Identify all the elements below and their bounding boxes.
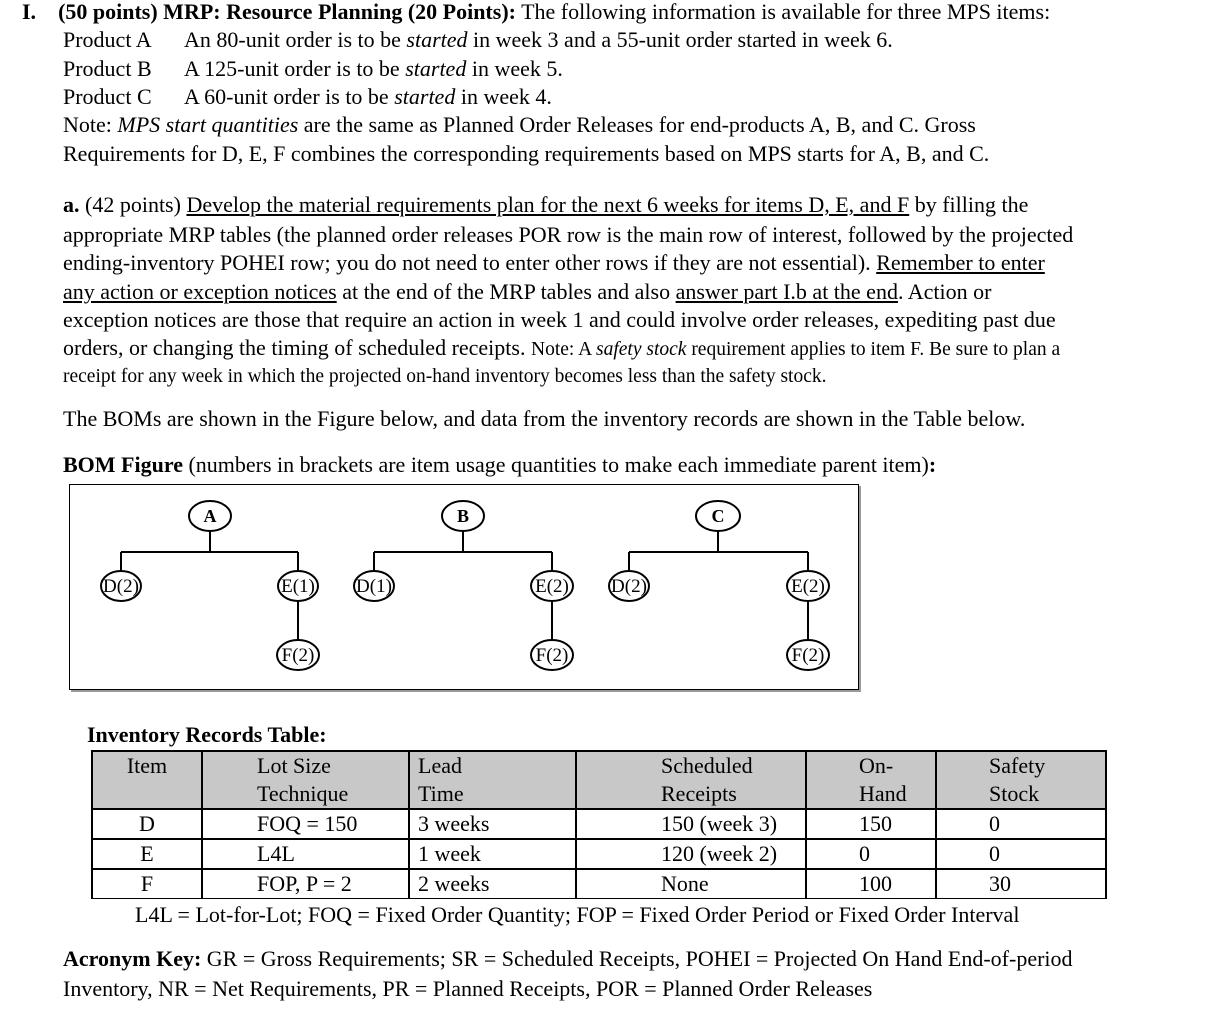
bom-node-c-label: C (711, 506, 725, 526)
header-lead-l1: Lead (418, 753, 462, 778)
note-line-1 (63, 112, 976, 138)
product-a-name: Product A (63, 27, 152, 52)
question-number: I. (22, 0, 37, 24)
product-a-text: An 80-unit order is to be (184, 27, 407, 52)
note-pre: Note: (63, 112, 118, 137)
cell-on-hand: 150 (806, 809, 936, 839)
bom-node-a (189, 501, 231, 531)
header-lot-l2: Technique (257, 781, 349, 806)
header-oh-l1: On- (859, 753, 894, 778)
cell-lot-size: FOQ = 150 (202, 809, 409, 839)
header-lead-l2: Time (418, 781, 464, 806)
cell-lot-size: FOP, P = 2 (202, 869, 409, 899)
note-line-2: Requirements for D, E, F combines the corresponding requirements based on MPS starts for A, B, and C. (63, 141, 990, 166)
bom-heading-bold: BOM Figure (63, 452, 183, 477)
part-a-l4-mid: at the end of the MRP tables and also (336, 279, 676, 304)
part-a-l3-pre: ending-inventory POHEI row; you do not need to enter other rows if they are not essential). (63, 250, 877, 275)
cell-safety-stock: 0 (936, 809, 1106, 839)
bom-node-d-b (354, 571, 394, 601)
inventory-title: Inventory Records Table: (87, 722, 327, 747)
part-a-line-5: exception notices are those that require an action in week 1 and could involve order releases, expediting past due (63, 307, 1056, 332)
cell-on-hand: 100 (806, 869, 936, 899)
cell-item: F (92, 869, 202, 899)
cell-scheduled-receipts: 120 (week 2) (576, 839, 806, 869)
inventory-header-row (92, 751, 1106, 809)
product-b-line (63, 56, 563, 82)
product-a-line (63, 27, 893, 53)
bom-diagram (70, 485, 858, 689)
cell-lead-time: 1 week (409, 839, 576, 869)
acronym-key-label: Acronym Key: (63, 946, 202, 971)
part-a-l6-small-post: requirement applies to item F. Be sure to plan a (686, 339, 1061, 360)
header-safety-stock (936, 751, 1106, 809)
lot-size-legend: L4L = Lot-for-Lot; FOQ = Fixed Order Quantity; FOP = Fixed Order Period or Fixed Order Interval (135, 902, 1020, 927)
bom-node-e-a (278, 571, 318, 601)
bom-node-e-b (531, 571, 573, 601)
bom-node-d-c-label: D(2) (611, 576, 647, 597)
part-a-line-3 (63, 250, 1045, 276)
question-header (22, 0, 1050, 25)
bom-node-d-a-label: D(2) (103, 576, 139, 597)
question-intro: The following information is available for three MPS items: (515, 0, 1051, 24)
acronym-key-text-1: GR = Gross Requirements; SR = Scheduled Receipts, POHEI = Projected On Hand End-of-period (201, 946, 1073, 971)
header-lot-l1: Lot Size (257, 753, 331, 778)
part-a-l6-small-em: safety stock (596, 339, 687, 360)
product-c-name: Product C (63, 84, 152, 109)
product-c-text: A 60-unit order is to be (184, 84, 395, 109)
table-row (92, 809, 1106, 839)
bom-node-f-a (277, 640, 319, 670)
part-a-line-1 (63, 192, 1028, 218)
part-a-line-7: receipt for any week in which the projected on-hand inventory becomes less than the safety stock. (63, 366, 827, 387)
cell-scheduled-receipts: 150 (week 3) (576, 809, 806, 839)
header-lot-size (202, 751, 409, 809)
product-a-em: started (406, 27, 468, 52)
cell-item: D (92, 809, 202, 839)
part-a-underline-1: Develop the material requirements plan for the next 6 weeks for items D, E, and F (186, 192, 910, 217)
part-a-l1-post: by filling the (909, 192, 1029, 217)
product-b-post: in week 5. (466, 56, 563, 81)
bom-node-e-c (787, 571, 829, 601)
bom-node-e-a-label: E(1) (281, 576, 315, 597)
bom-node-f-b (531, 640, 573, 670)
bom-node-d-c (609, 571, 649, 601)
part-a-underline-4: answer part I.b at the end (675, 279, 898, 304)
bom-node-d-a (101, 571, 141, 601)
bom-node-f-b-label: F(2) (535, 645, 569, 666)
table-row (92, 839, 1106, 869)
cell-scheduled-receipts: None (576, 869, 806, 899)
part-a-underline-3: any action or exception notices (63, 279, 337, 304)
header-oh-l2: Hand (859, 781, 907, 806)
part-a-line-6 (63, 335, 1060, 363)
product-b-em: started (405, 56, 467, 81)
header-sr-l2: Receipts (661, 781, 737, 806)
header-item-l1: Item (126, 753, 168, 778)
header-item (92, 751, 202, 809)
part-a-line-2: appropriate MRP tables (the planned order releases POR row is the main row of interest, followed by the projected (63, 222, 1074, 247)
header-item-l2 (93, 780, 201, 808)
bom-node-a-label: A (203, 506, 217, 526)
part-a-line-4 (63, 279, 991, 305)
header-sr-l1: Scheduled (661, 753, 753, 778)
product-c-em: started (394, 84, 456, 109)
bom-node-f-a-label: F(2) (281, 645, 315, 666)
part-a-l4-post: . Action or (897, 279, 992, 304)
cell-lead-time: 3 weeks (409, 809, 576, 839)
cell-safety-stock: 0 (936, 839, 1106, 869)
acronym-key-line-2: Inventory, NR = Net Requirements, PR = Planned Receipts, POR = Planned Order Releases (63, 976, 873, 1001)
header-on-hand (806, 751, 936, 809)
header-ss-l1: Safety (989, 753, 1046, 778)
bom-node-e-c-label: E(2) (791, 576, 825, 597)
bom-node-f-c-label: F(2) (791, 645, 825, 666)
bom-node-f-c (787, 640, 829, 670)
bom-figure (69, 484, 859, 690)
header-lead-time (409, 751, 576, 809)
part-a-label: a. (63, 192, 80, 217)
part-a-l6-small-pre: Note: A (530, 339, 596, 360)
part-a-points: (42 points) (79, 192, 187, 217)
table-row (92, 869, 1106, 899)
cell-on-hand: 0 (806, 839, 936, 869)
note-post: are the same as Planned Order Releases for end-products A, B, and C. Gross (298, 112, 976, 137)
product-c-post: in week 4. (455, 84, 552, 109)
bom-node-d-b-label: D(1) (356, 576, 392, 597)
product-c-line (63, 84, 552, 110)
bom-node-b (442, 501, 484, 531)
inventory-table (91, 750, 1107, 899)
part-a-underline-2: Remember to enter (876, 250, 1045, 275)
acronym-key-line-1 (63, 946, 1073, 972)
cell-safety-stock: 30 (936, 869, 1106, 899)
bom-heading-rest: (numbers in brackets are item usage quantities to make each immediate parent item) (182, 452, 929, 477)
bom-node-b-label: B (456, 506, 470, 526)
boms-line: The BOMs are shown in the Figure below, and data from the inventory records are shown in the Table below. (63, 406, 1026, 431)
part-a-l6-pre: orders, or changing the timing of scheduled receipts. (63, 335, 531, 360)
cell-lot-size: L4L (202, 839, 409, 869)
cell-lead-time: 2 weeks (409, 869, 576, 899)
bom-heading (63, 452, 936, 478)
cell-item: E (92, 839, 202, 869)
header-ss-l2: Stock (989, 781, 1040, 806)
bom-node-c (696, 501, 740, 531)
header-scheduled-receipts (576, 751, 806, 809)
product-b-text: A 125-unit order is to be (184, 56, 406, 81)
bom-heading-colon: : (928, 452, 937, 477)
note-em: MPS start quantities (117, 112, 299, 137)
question-title: (50 points) MRP: Resource Planning (20 Points): (58, 0, 516, 24)
bom-node-e-b-label: E(2) (535, 576, 569, 597)
product-b-name: Product B (63, 56, 152, 81)
product-a-post: in week 3 and a 55-unit order started in week 6. (467, 27, 893, 52)
